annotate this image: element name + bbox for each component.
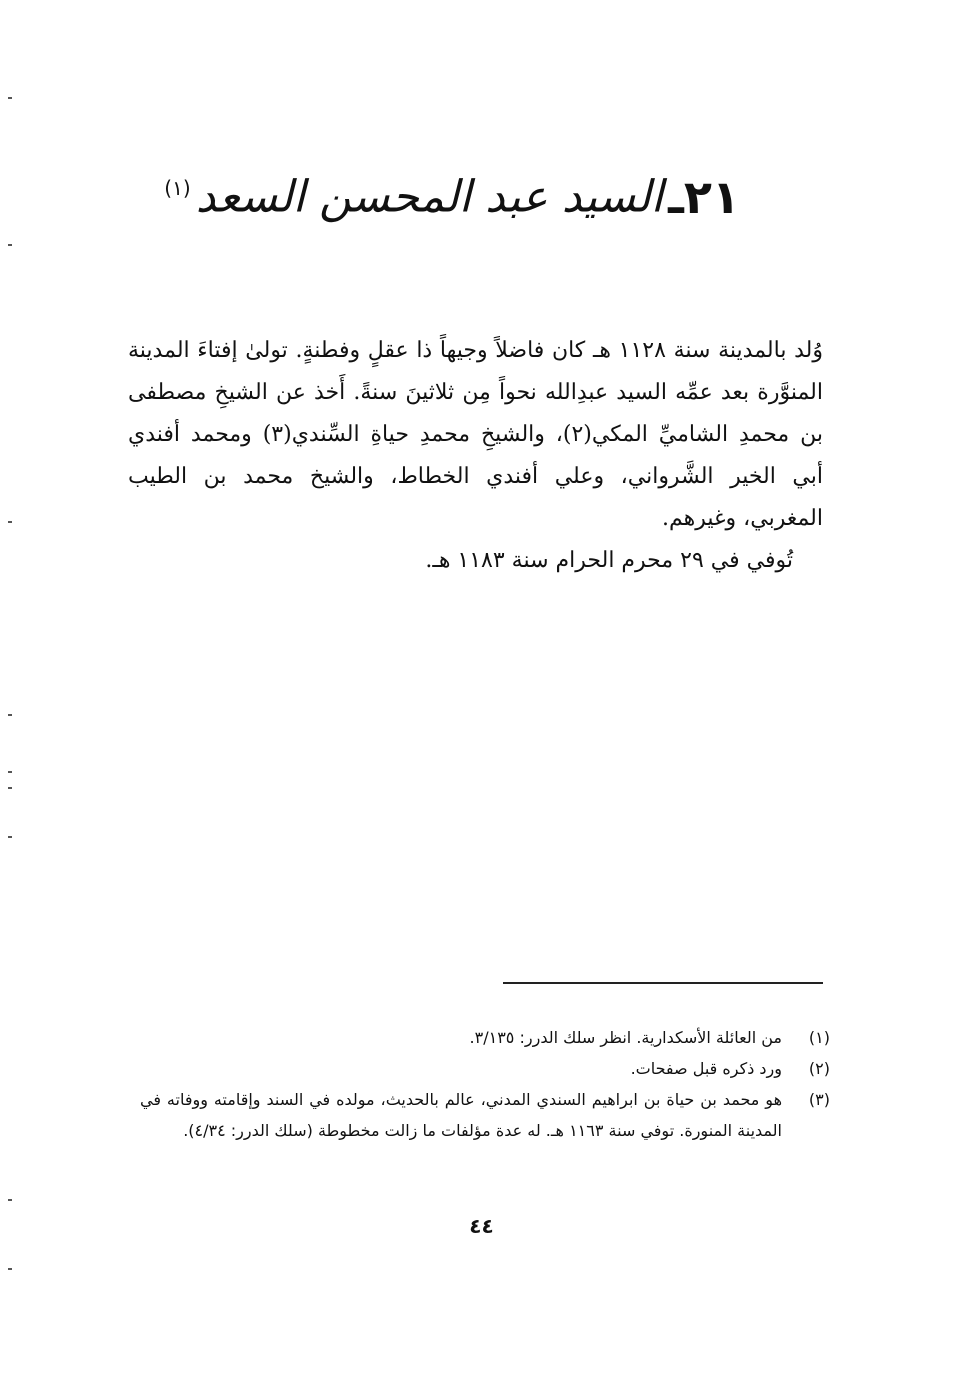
footnote-marker: (١) xyxy=(808,1028,830,1047)
biography-text xyxy=(128,330,823,582)
footnote-text: من العائلة الأسكدارية. انظر سلك الدرر: ٣/١٣٥. xyxy=(469,1028,782,1047)
footnote-item xyxy=(140,1022,830,1053)
margin-speck xyxy=(8,1199,12,1201)
footnote-text: هو محمد بن حياة بن ابراهيم السندي المدني، عالم بالحديث، مولده في السند وإقامته ووفاته في المدينة المنورة. توفي سنة ١١٦٣ هـ. له عدة مؤلفات ما زالت مخطوطة (سلك الدرر: ٤/٣٤). xyxy=(140,1090,782,1140)
footnote-marker: (٢) xyxy=(808,1059,830,1078)
margin-speck xyxy=(8,1268,12,1270)
paragraph: تُوفي في ٢٩ محرم الحرام سنة ١١٨٣ هـ. xyxy=(425,548,793,573)
footnote-item xyxy=(140,1084,830,1146)
margin-speck xyxy=(8,714,12,716)
footnote-item xyxy=(140,1053,830,1084)
margin-speck xyxy=(8,787,12,789)
footnotes xyxy=(140,1022,830,1146)
footnote-separator xyxy=(503,982,823,984)
margin-speck xyxy=(8,521,12,523)
margin-speck xyxy=(8,97,12,99)
entry-title: السيد عبد المحسن السعد xyxy=(195,171,664,223)
footnote-marker: (٣) xyxy=(808,1090,830,1109)
entry-number: ٢١ـ xyxy=(668,170,740,224)
heading-footnote-marker: (١) xyxy=(164,176,191,201)
margin-speck xyxy=(8,771,12,773)
page-number: ٤٤ xyxy=(469,1214,494,1238)
footnote-text: ورد ذكره قبل صفحات. xyxy=(630,1059,782,1078)
margin-speck xyxy=(8,244,12,246)
margin-speck xyxy=(8,836,12,838)
entry-heading xyxy=(164,170,740,270)
paragraph: وُلد بالمدينة سنة ١١٢٨ هـ كان فاضلاً وجيهاً ذا عقلٍ وفطنةٍ. تولىٰ إفتاءَ المدينة المنوَّرة بعد عمِّه السيد عبدِالله نحواً مِن ثلاثينَ سنةً. أَخذ عن الشيخِ مصطفى بن محمدِ الشاميِّ المكي(٢)، والشيخِ محمدِ حياةِ السِّندي(٣) ومحمد أفندي أبي الخير الشَّرواني، وعلي أفندي الخطاط، والشيخ محمد بن الطيب المغربي، وغيرهم. xyxy=(128,338,824,531)
